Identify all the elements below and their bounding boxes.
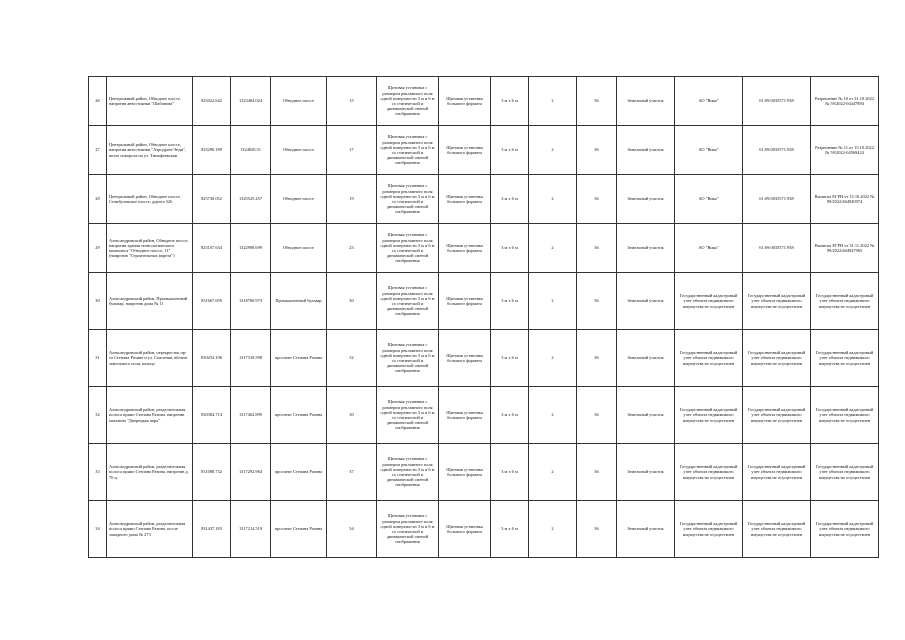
size-cell: 3 м x 6 м xyxy=(491,444,529,501)
coord-y-cell: 1323484.024 xyxy=(231,77,271,126)
coord-x-cell: 825022.642 xyxy=(193,77,231,126)
permit-cell: Государственный кадастровый учет объекта недвижимого имущества не осуществлен xyxy=(811,387,879,444)
coord-x-cell: 831088.732 xyxy=(193,444,231,501)
type-cell: Щитовая установка большого формата xyxy=(439,330,491,387)
land-cell: Земельный участок xyxy=(617,387,675,444)
type-cell: Щитовая установка большого формата xyxy=(439,77,491,126)
permit-cell: Разрешение № 11 от 15.10.2022 № 59/2022-04569424 xyxy=(811,126,879,175)
sides-cell: 2 xyxy=(529,501,577,558)
area-cell: 23 xyxy=(327,224,377,273)
address-cell: Александровский район, Обводное шоссе, напротив здания технологического комплекса "Обводное шоссе, 11" (напротив "Строительных ворота") xyxy=(107,224,193,273)
land-cell: Земельный участок xyxy=(617,330,675,387)
description-cell: Щитовая установка с размером рекламного поля одной поверхности 3 м и 6 м со статической и динамической сменой изображения xyxy=(377,444,439,501)
type-cell: Щитовая установка большого формата xyxy=(439,387,491,444)
row-number: 31 xyxy=(89,330,107,387)
size-cell: 3 м x 6 м xyxy=(491,273,529,330)
sides-cell: 2 xyxy=(529,77,577,126)
description-cell: Щитовая установка с размером рекламного поля одной поверхности 3 м и 6 м со статической и динамической сменой изображения xyxy=(377,330,439,387)
cadastral-cell: Государственный кадастровый учет объекта недвижимого имущества не осуществлен xyxy=(743,387,811,444)
row-number: 28 xyxy=(89,175,107,224)
type-cell: Щитовая установка большого формата xyxy=(439,273,491,330)
owner-cell: АО "Вика" xyxy=(675,77,743,126)
land-cell: Земельный участок xyxy=(617,501,675,558)
land-cell: Земельный участок xyxy=(617,126,675,175)
description-cell: Щитовая установка с размером рекламного поля одной поверхности 3 м и 6 м со статической и динамической сменой изображения xyxy=(377,175,439,224)
area-cell: 19 xyxy=(327,175,377,224)
description-cell: Щитовая установка с размером рекламного поля одной поверхности 3 м и 6 м со статической и динамической сменой изображения xyxy=(377,224,439,273)
coord-x-cell: 831437.183 xyxy=(193,501,231,558)
sides-cell: 2 xyxy=(529,273,577,330)
description-cell: Щитовая установка с размером рекламного поля одной поверхности 3 м и 6 м со статической и динамической сменой изображения xyxy=(377,126,439,175)
location-cell: Обводное шоссе xyxy=(271,224,327,273)
placement-table xyxy=(88,76,879,558)
sides-cell: 2 xyxy=(529,444,577,501)
coord-x-cell: 830253.196 xyxy=(193,330,231,387)
owner-cell: Государственный кадастровый учет объекта недвижимого имущества не осуществлен xyxy=(675,387,743,444)
total-cell: 36 xyxy=(577,501,617,558)
cadastral-cell: 61:09:0035571:938 xyxy=(743,224,811,273)
land-cell: Земельный участок xyxy=(617,273,675,330)
area-cell: 30 xyxy=(327,387,377,444)
owner-cell: Государственный кадастровый учет объекта недвижимого имущества не осуществлен xyxy=(675,444,743,501)
table-body xyxy=(89,77,879,558)
row-number: 29 xyxy=(89,224,107,273)
cadastral-cell: 61:09:0035571:938 xyxy=(743,126,811,175)
owner-cell: АО "Вика" xyxy=(675,175,743,224)
permit-cell: Разрешение № 10 от 31.10.2022 № 59/2022-04447894 xyxy=(811,77,879,126)
coord-y-cell: 1322988.699 xyxy=(231,224,271,273)
land-cell: Земельный участок xyxy=(617,175,675,224)
size-cell: 3 м x 6 м xyxy=(491,126,529,175)
area-cell: 30 xyxy=(327,273,377,330)
address-cell: Александровский район, разделительная полоса прямо Степана Разина, напротив магазина "Дворецкая пара" xyxy=(107,387,193,444)
address-cell: Александровский район, Промышленный бульвар, напротив дома № 11 xyxy=(107,273,193,330)
cadastral-cell: 61:09:0035571:938 xyxy=(743,77,811,126)
location-cell: Промышленный бульвар xyxy=(271,273,327,330)
total-cell: 36 xyxy=(577,330,617,387)
area-cell: 15 xyxy=(327,77,377,126)
address-cell: Центральный район, Обводное шоссе, напротив автостоянки "Аэродром-Энди", возле поворота на ул. Тимофеевская xyxy=(107,126,193,175)
cadastral-cell: 61:09:0035571:938 xyxy=(743,175,811,224)
owner-cell: АО "Вика" xyxy=(675,126,743,175)
total-cell: 36 xyxy=(577,126,617,175)
address-cell: Центральный район, Обводное шоссе, напротив автостоянки "Шабанова" xyxy=(107,77,193,126)
owner-cell: АО "Вика" xyxy=(675,224,743,273)
land-cell: Земельный участок xyxy=(617,224,675,273)
table-row xyxy=(89,501,879,558)
area-cell: 34 xyxy=(327,501,377,558)
coord-y-cell: 1324820.51 xyxy=(231,126,271,175)
table-row xyxy=(89,126,879,175)
sides-cell: 2 xyxy=(529,175,577,224)
size-cell: 3 м x 6 м xyxy=(491,77,529,126)
coord-y-cell: 1317462.899 xyxy=(231,387,271,444)
description-cell: Щитовая установка с размером рекламного поля одной поверхности 3 м и 6 м со статической и динамической сменой изображения xyxy=(377,77,439,126)
area-cell: 32 xyxy=(327,330,377,387)
permit-cell: Выписка ЕГРН от 15.10.2022 № 99/2022/464940974 xyxy=(811,175,879,224)
coord-y-cell: 1317292.964 xyxy=(231,444,271,501)
coord-y-cell: 1325525.457 xyxy=(231,175,271,224)
coord-y-cell: 1317214.519 xyxy=(231,501,271,558)
size-cell: 3 м x 6 м xyxy=(491,501,529,558)
owner-cell: Государственный кадастровый учет объекта недвижимого имущества не осуществлен xyxy=(675,501,743,558)
owner-cell: Государственный кадастровый учет объекта недвижимого имущества не осуществлен xyxy=(675,330,743,387)
row-number: 34 xyxy=(89,501,107,558)
land-cell: Земельный участок xyxy=(617,77,675,126)
type-cell: Щитовая установка большого формата xyxy=(439,501,491,558)
size-cell: 3 м x 6 м xyxy=(491,387,529,444)
location-cell: Обводное шоссе xyxy=(271,77,327,126)
total-cell: 36 xyxy=(577,444,617,501)
location-cell: Обводное шоссе xyxy=(271,175,327,224)
coord-x-cell: 825107.634 xyxy=(193,224,231,273)
location-cell: проспект Степана Разина xyxy=(271,501,327,558)
table-row xyxy=(89,273,879,330)
row-number: 33 xyxy=(89,444,107,501)
cadastral-cell: Государственный кадастровый учет объекта недвижимого имущества не осуществлен xyxy=(743,330,811,387)
description-cell: Щитовая установка с размером рекламного поля одной поверхности 3 м и 6 м со статической и динамической сменой изображения xyxy=(377,273,439,330)
description-cell: Щитовая установка с размером рекламного поля одной поверхности 3 м и 6 м со статической и динамической сменой изображения xyxy=(377,501,439,558)
size-cell: 3 м x 6 м xyxy=(491,175,529,224)
permit-cell: Выписка ЕГРН от 31.11.2022 № 99/2022/464947965 xyxy=(811,224,879,273)
row-number: 32 xyxy=(89,387,107,444)
type-cell: Щитовая установка большого формата xyxy=(439,126,491,175)
area-cell: 37 xyxy=(327,444,377,501)
sides-cell: 2 xyxy=(529,126,577,175)
sides-cell: 2 xyxy=(529,330,577,387)
permit-cell: Государственный кадастровый учет объекта недвижимого имущества не осуществлен xyxy=(811,444,879,501)
coord-y-cell: 1317318.598 xyxy=(231,330,271,387)
table-row xyxy=(89,77,879,126)
coord-x-cell: 830384.714 xyxy=(193,387,231,444)
type-cell: Щитовая установка большого формата xyxy=(439,175,491,224)
address-cell: Александровский район, разделительная полоса прямо Степана Разина, напротив д. 76 ц. xyxy=(107,444,193,501)
table-row xyxy=(89,330,879,387)
table-row xyxy=(89,387,879,444)
location-cell: проспект Степана Разина xyxy=(271,444,327,501)
location-cell: Обводное шоссе xyxy=(271,126,327,175)
total-cell: 36 xyxy=(577,273,617,330)
size-cell: 3 м x 6 м xyxy=(491,330,529,387)
address-cell: Центральный район, Обводное шоссе, Стамбуловское шоссе, дорога 326 xyxy=(107,175,193,224)
land-cell: Земельный участок xyxy=(617,444,675,501)
total-cell: 36 xyxy=(577,387,617,444)
size-cell: 3 м x 6 м xyxy=(491,224,529,273)
coord-x-cell: 825290.189 xyxy=(193,126,231,175)
permit-cell: Государственный кадастровый учет объекта недвижимого имущества не осуществлен xyxy=(811,501,879,558)
sides-cell: 2 xyxy=(529,224,577,273)
cadastral-cell: Государственный кадастровый учет объекта недвижимого имущества не осуществлен xyxy=(743,273,811,330)
type-cell: Щитовая установка большого формата xyxy=(439,444,491,501)
address-cell: Александровский район, разделительная полоса прямо Степана Разина, после западного дома № 273 xyxy=(107,501,193,558)
coord-x-cell: 831667.659 xyxy=(193,273,231,330)
row-number: 30 xyxy=(89,273,107,330)
cadastral-cell: Государственный кадастровый учет объекта недвижимого имущества не осуществлен xyxy=(743,444,811,501)
table-row xyxy=(89,175,879,224)
row-number: 27 xyxy=(89,126,107,175)
area-cell: 17 xyxy=(327,126,377,175)
row-number: 26 xyxy=(89,77,107,126)
cadastral-cell: Государственный кадастровый учет объекта недвижимого имущества не осуществлен xyxy=(743,501,811,558)
coord-y-cell: 1318760.973 xyxy=(231,273,271,330)
coord-x-cell: 825730.052 xyxy=(193,175,231,224)
permit-cell: Государственный кадастровый учет объекта недвижимого имущества не осуществлен xyxy=(811,273,879,330)
address-cell: Александровский район, перекресток пр-та Степана Разина и ул. Спасения, вблизи земельного поля, кольцо xyxy=(107,330,193,387)
location-cell: проспект Степана Разина xyxy=(271,387,327,444)
total-cell: 36 xyxy=(577,77,617,126)
table-row xyxy=(89,444,879,501)
owner-cell: Государственный кадастровый учет объекта недвижимого имущества не осуществлен xyxy=(675,273,743,330)
total-cell: 36 xyxy=(577,175,617,224)
description-cell: Щитовая установка с размером рекламного поля одной поверхности 3 м и 6 м со статической и динамической сменой изображения xyxy=(377,387,439,444)
table-row xyxy=(89,224,879,273)
location-cell: проспект Степана Разина xyxy=(271,330,327,387)
permit-cell: Государственный кадастровый учет объекта недвижимого имущества не осуществлен xyxy=(811,330,879,387)
total-cell: 36 xyxy=(577,224,617,273)
sides-cell: 2 xyxy=(529,387,577,444)
type-cell: Щитовая установка большого формата xyxy=(439,224,491,273)
